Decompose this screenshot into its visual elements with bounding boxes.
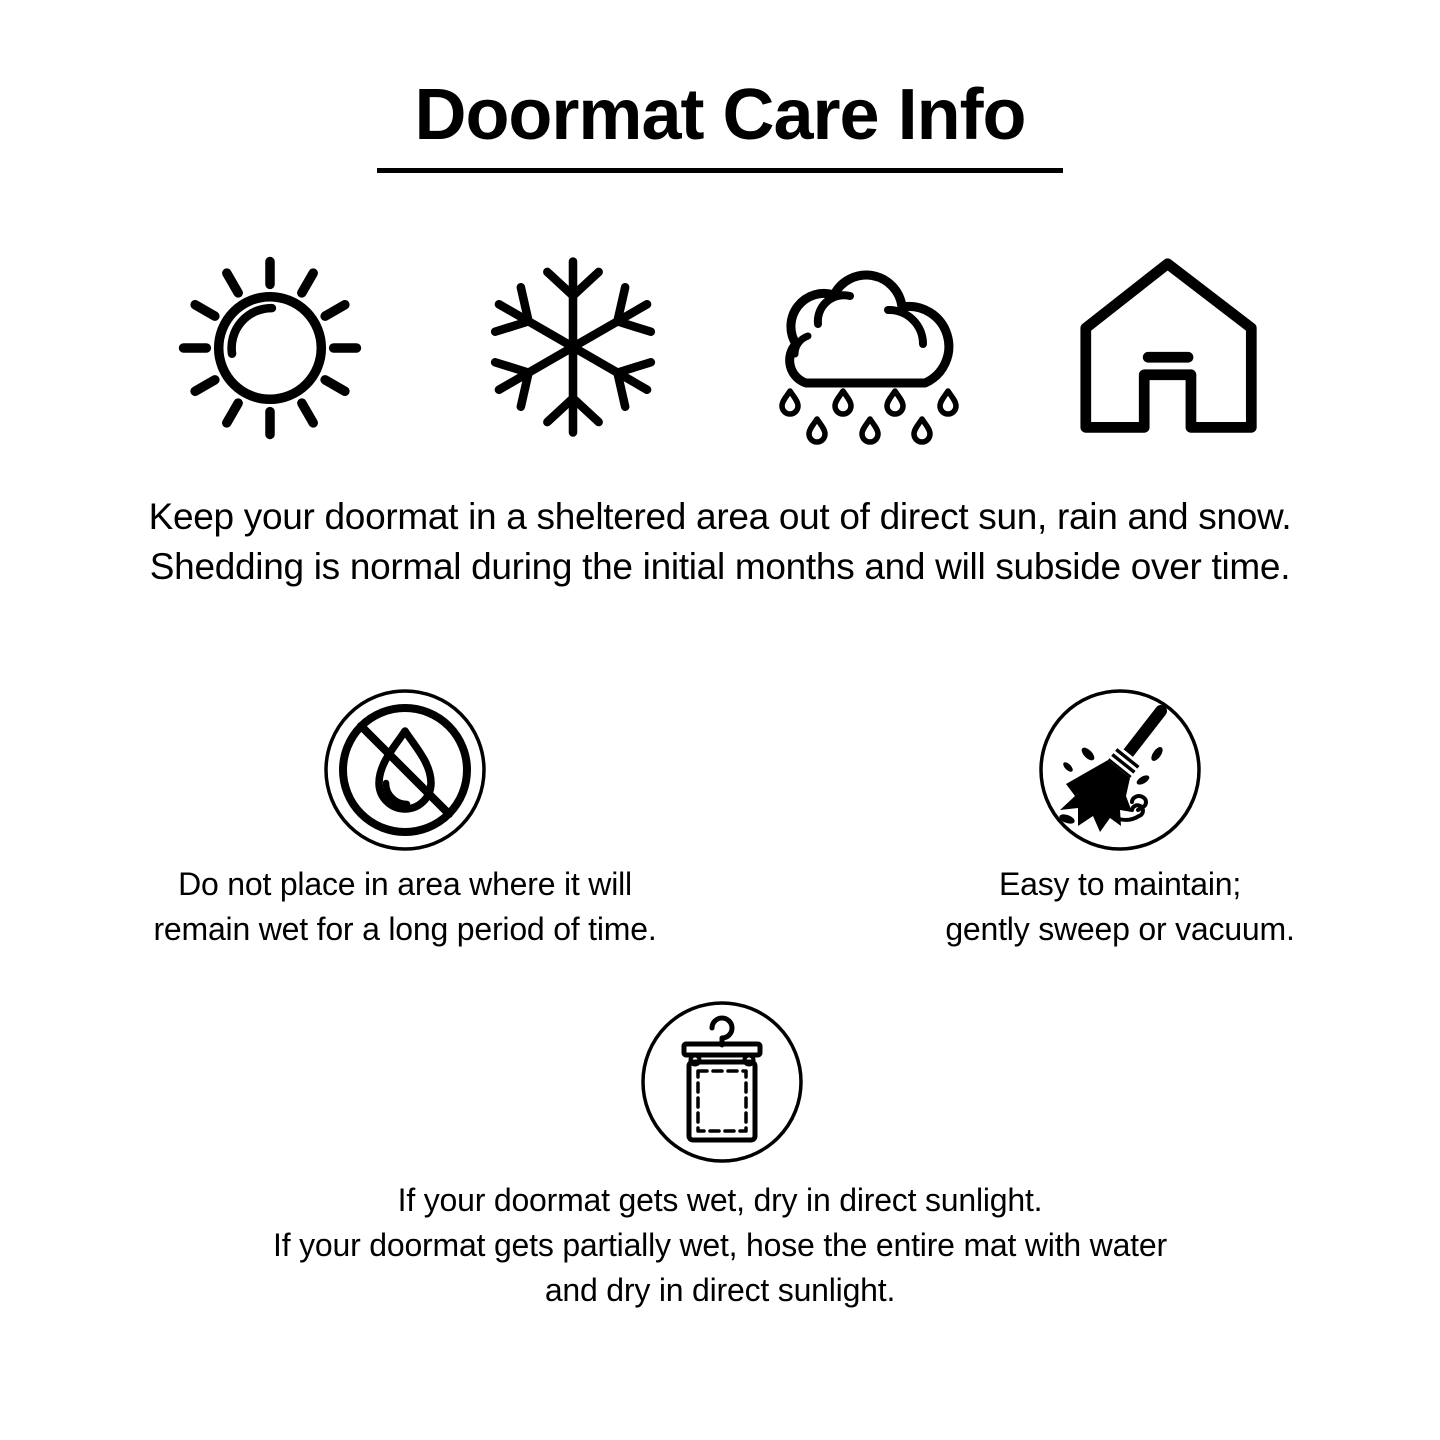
dry-caption <box>0 1178 1440 1313</box>
no-water-caption <box>55 862 755 952</box>
dry-caption-line-3: and dry in direct sunlight. <box>544 1272 896 1308</box>
house-icon <box>1078 256 1263 441</box>
sweep-caption <box>770 862 1440 952</box>
broom-sweep-icon <box>1020 670 1220 870</box>
no-water-drop-icon <box>305 670 505 870</box>
title-underline <box>377 168 1063 173</box>
dry-caption-line-1: If your doormat gets wet, dry in direct sunlight. <box>397 1182 1043 1218</box>
rain-cloud-icon <box>762 250 967 450</box>
page-title: Doormat Care Info <box>414 75 1026 155</box>
snowflake-icon <box>478 252 668 442</box>
sun-icon <box>175 253 365 443</box>
sweep-caption-line-2: gently sweep or vacuum. <box>945 911 1295 947</box>
no-water-caption-line-2: remain wet for a long period of time. <box>153 911 657 947</box>
intro-text <box>0 492 1440 592</box>
no-water-caption-line-1: Do not place in area where it will <box>178 866 632 902</box>
hang-dry-icon <box>622 982 822 1182</box>
sweep-caption-line-1: Easy to maintain; <box>998 866 1242 902</box>
intro-line-1: Keep your doormat in a sheltered area out of direct sun, rain and snow. <box>148 496 1292 537</box>
intro-line-2: Shedding is normal during the initial months and will subside over time. <box>149 546 1291 587</box>
dry-caption-line-2: If your doormat gets partially wet, hose the entire mat with water <box>273 1227 1167 1263</box>
